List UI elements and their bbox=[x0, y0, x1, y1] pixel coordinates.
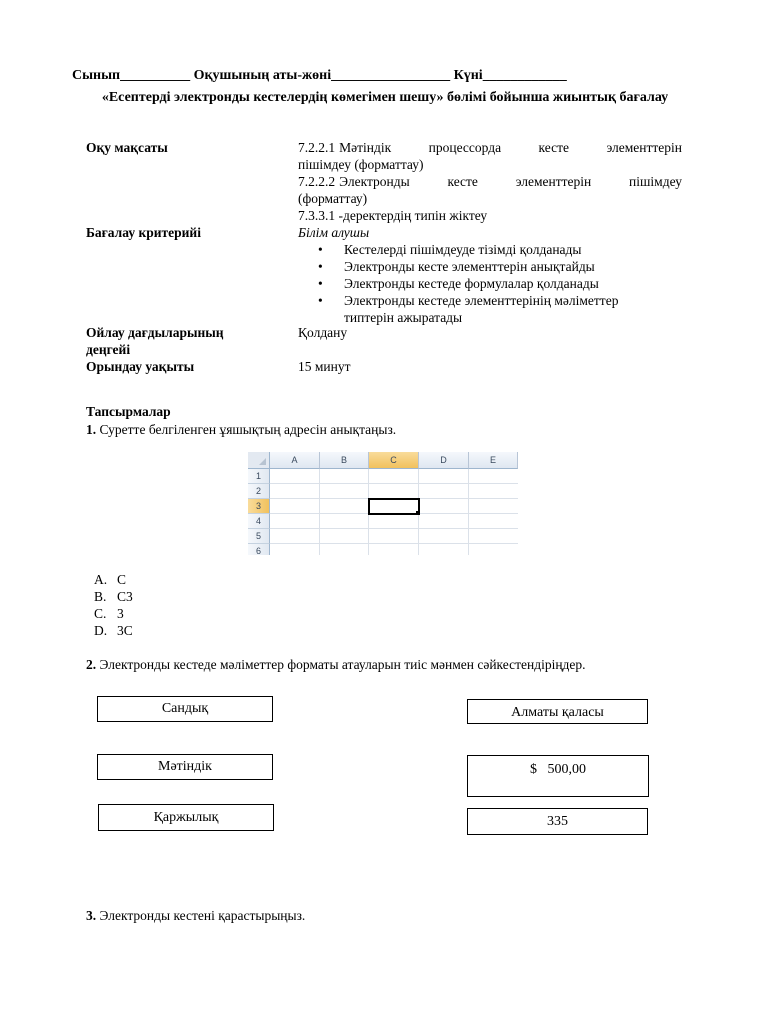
question-2-number: 2. bbox=[86, 657, 97, 672]
fill-handle bbox=[416, 511, 420, 515]
question-3 bbox=[86, 907, 305, 924]
option-b: B. C3 bbox=[94, 589, 133, 604]
thinking-value: Қолдану bbox=[298, 325, 348, 340]
column-header-d: D bbox=[419, 452, 469, 469]
question-3-text: Электронды кестені қарастырыңыз. bbox=[99, 908, 306, 923]
column-header-c: C bbox=[369, 452, 419, 469]
grid-line bbox=[270, 543, 518, 544]
value-box-number: 335 bbox=[467, 808, 648, 835]
option-a: A. C bbox=[94, 572, 127, 587]
grid-line bbox=[270, 528, 518, 529]
row-header-2: 2 bbox=[248, 484, 270, 499]
value-box-city: Алматы қаласы bbox=[467, 699, 648, 724]
question-1-options bbox=[94, 571, 133, 639]
option-c: C. 3 bbox=[94, 606, 124, 621]
format-box-currency: Қаржылық bbox=[98, 804, 274, 831]
objective-2-number: 7.2.2.2 bbox=[298, 174, 336, 189]
objective-3: 7.3.3.1 -деректердің типін жіктеу bbox=[298, 208, 488, 223]
grid-line bbox=[468, 469, 469, 555]
column-header-e: E bbox=[469, 452, 518, 469]
row-header-5: 5 bbox=[248, 529, 270, 544]
question-2-text: Электронды кестеде мәліметтер форматы атауларын тиіс мәнмен сәйкестендіріңдер. bbox=[99, 657, 586, 672]
format-box-text: Мәтіндік bbox=[97, 754, 273, 780]
objective-2-text-rest: (форматтау) bbox=[298, 191, 368, 206]
grid-line bbox=[319, 469, 320, 555]
criteria-block bbox=[298, 224, 682, 326]
criteria-item: • Электронды кестеде формулалар қолданады bbox=[318, 276, 599, 291]
option-d: D. 3C bbox=[94, 623, 133, 638]
row-header-3: 3 bbox=[248, 499, 270, 514]
select-all-corner bbox=[248, 452, 270, 469]
criteria-label: Бағалау критерийі bbox=[86, 225, 201, 240]
question-1 bbox=[86, 421, 396, 438]
column-header-a: A bbox=[270, 452, 320, 469]
time-label: Орындау уақыты bbox=[86, 359, 195, 374]
assessment-title: «Есептерді электронды кестелердің көмегімен шешу» бөлімі бойынша жиынтық бағалау bbox=[101, 90, 669, 105]
objective-1 bbox=[298, 139, 682, 173]
objective-1-text-rest: пішімдеу (форматтау) bbox=[298, 157, 424, 172]
objective-1-text-first: Мәтіндік процессорда кесте элементтерін bbox=[339, 140, 682, 155]
question-2 bbox=[86, 656, 586, 673]
active-cell-c3 bbox=[368, 498, 420, 515]
thinking-label: Ойлау дағдыларының деңгейі bbox=[86, 325, 224, 357]
bullet-icon: • bbox=[318, 293, 323, 308]
bullet-icon: • bbox=[318, 276, 323, 291]
question-1-number: 1. bbox=[86, 422, 97, 437]
time-value: 15 минут bbox=[298, 359, 351, 374]
criteria-item: • Электронды кестеде элементтерінің мәліметтер типтерін ажыратады bbox=[318, 293, 619, 325]
row-header-4: 4 bbox=[248, 514, 270, 529]
student-info-line: Сынып__________ Оқушының аты-жөні_________________ Күні____________ bbox=[72, 68, 567, 83]
objective-2 bbox=[298, 173, 682, 207]
bullet-icon: • bbox=[318, 242, 323, 257]
grid-line bbox=[270, 483, 518, 484]
format-box-numeric: Сандық bbox=[97, 696, 273, 722]
question-1-text: Суретте белгіленген ұяшықтың адресін анықтаңыз. bbox=[99, 422, 397, 437]
criteria-list bbox=[298, 241, 682, 326]
tasks-heading: Тапсырмалар bbox=[86, 404, 171, 419]
criteria-item: • Электронды кесте элементтерін анықтайды bbox=[318, 259, 595, 274]
spreadsheet-figure bbox=[248, 452, 518, 555]
objective-2-text-first: Электронды кесте элементтерін пішімдеу bbox=[339, 174, 682, 189]
bullet-icon: • bbox=[318, 259, 323, 274]
question-3-number: 3. bbox=[86, 908, 97, 923]
row-header-1: 1 bbox=[248, 469, 270, 484]
value-box-money: $ 500,00 bbox=[467, 755, 649, 797]
objective-label: Оқу мақсаты bbox=[86, 140, 168, 155]
criteria-intro: Білім алушы bbox=[298, 225, 370, 240]
criteria-item: • Кестелерді пішімдеуде тізімді қолданады bbox=[318, 242, 582, 257]
column-header-b: B bbox=[320, 452, 369, 469]
objective-1-number: 7.2.2.1 bbox=[298, 140, 336, 155]
row-header-6: 6 bbox=[248, 544, 270, 555]
